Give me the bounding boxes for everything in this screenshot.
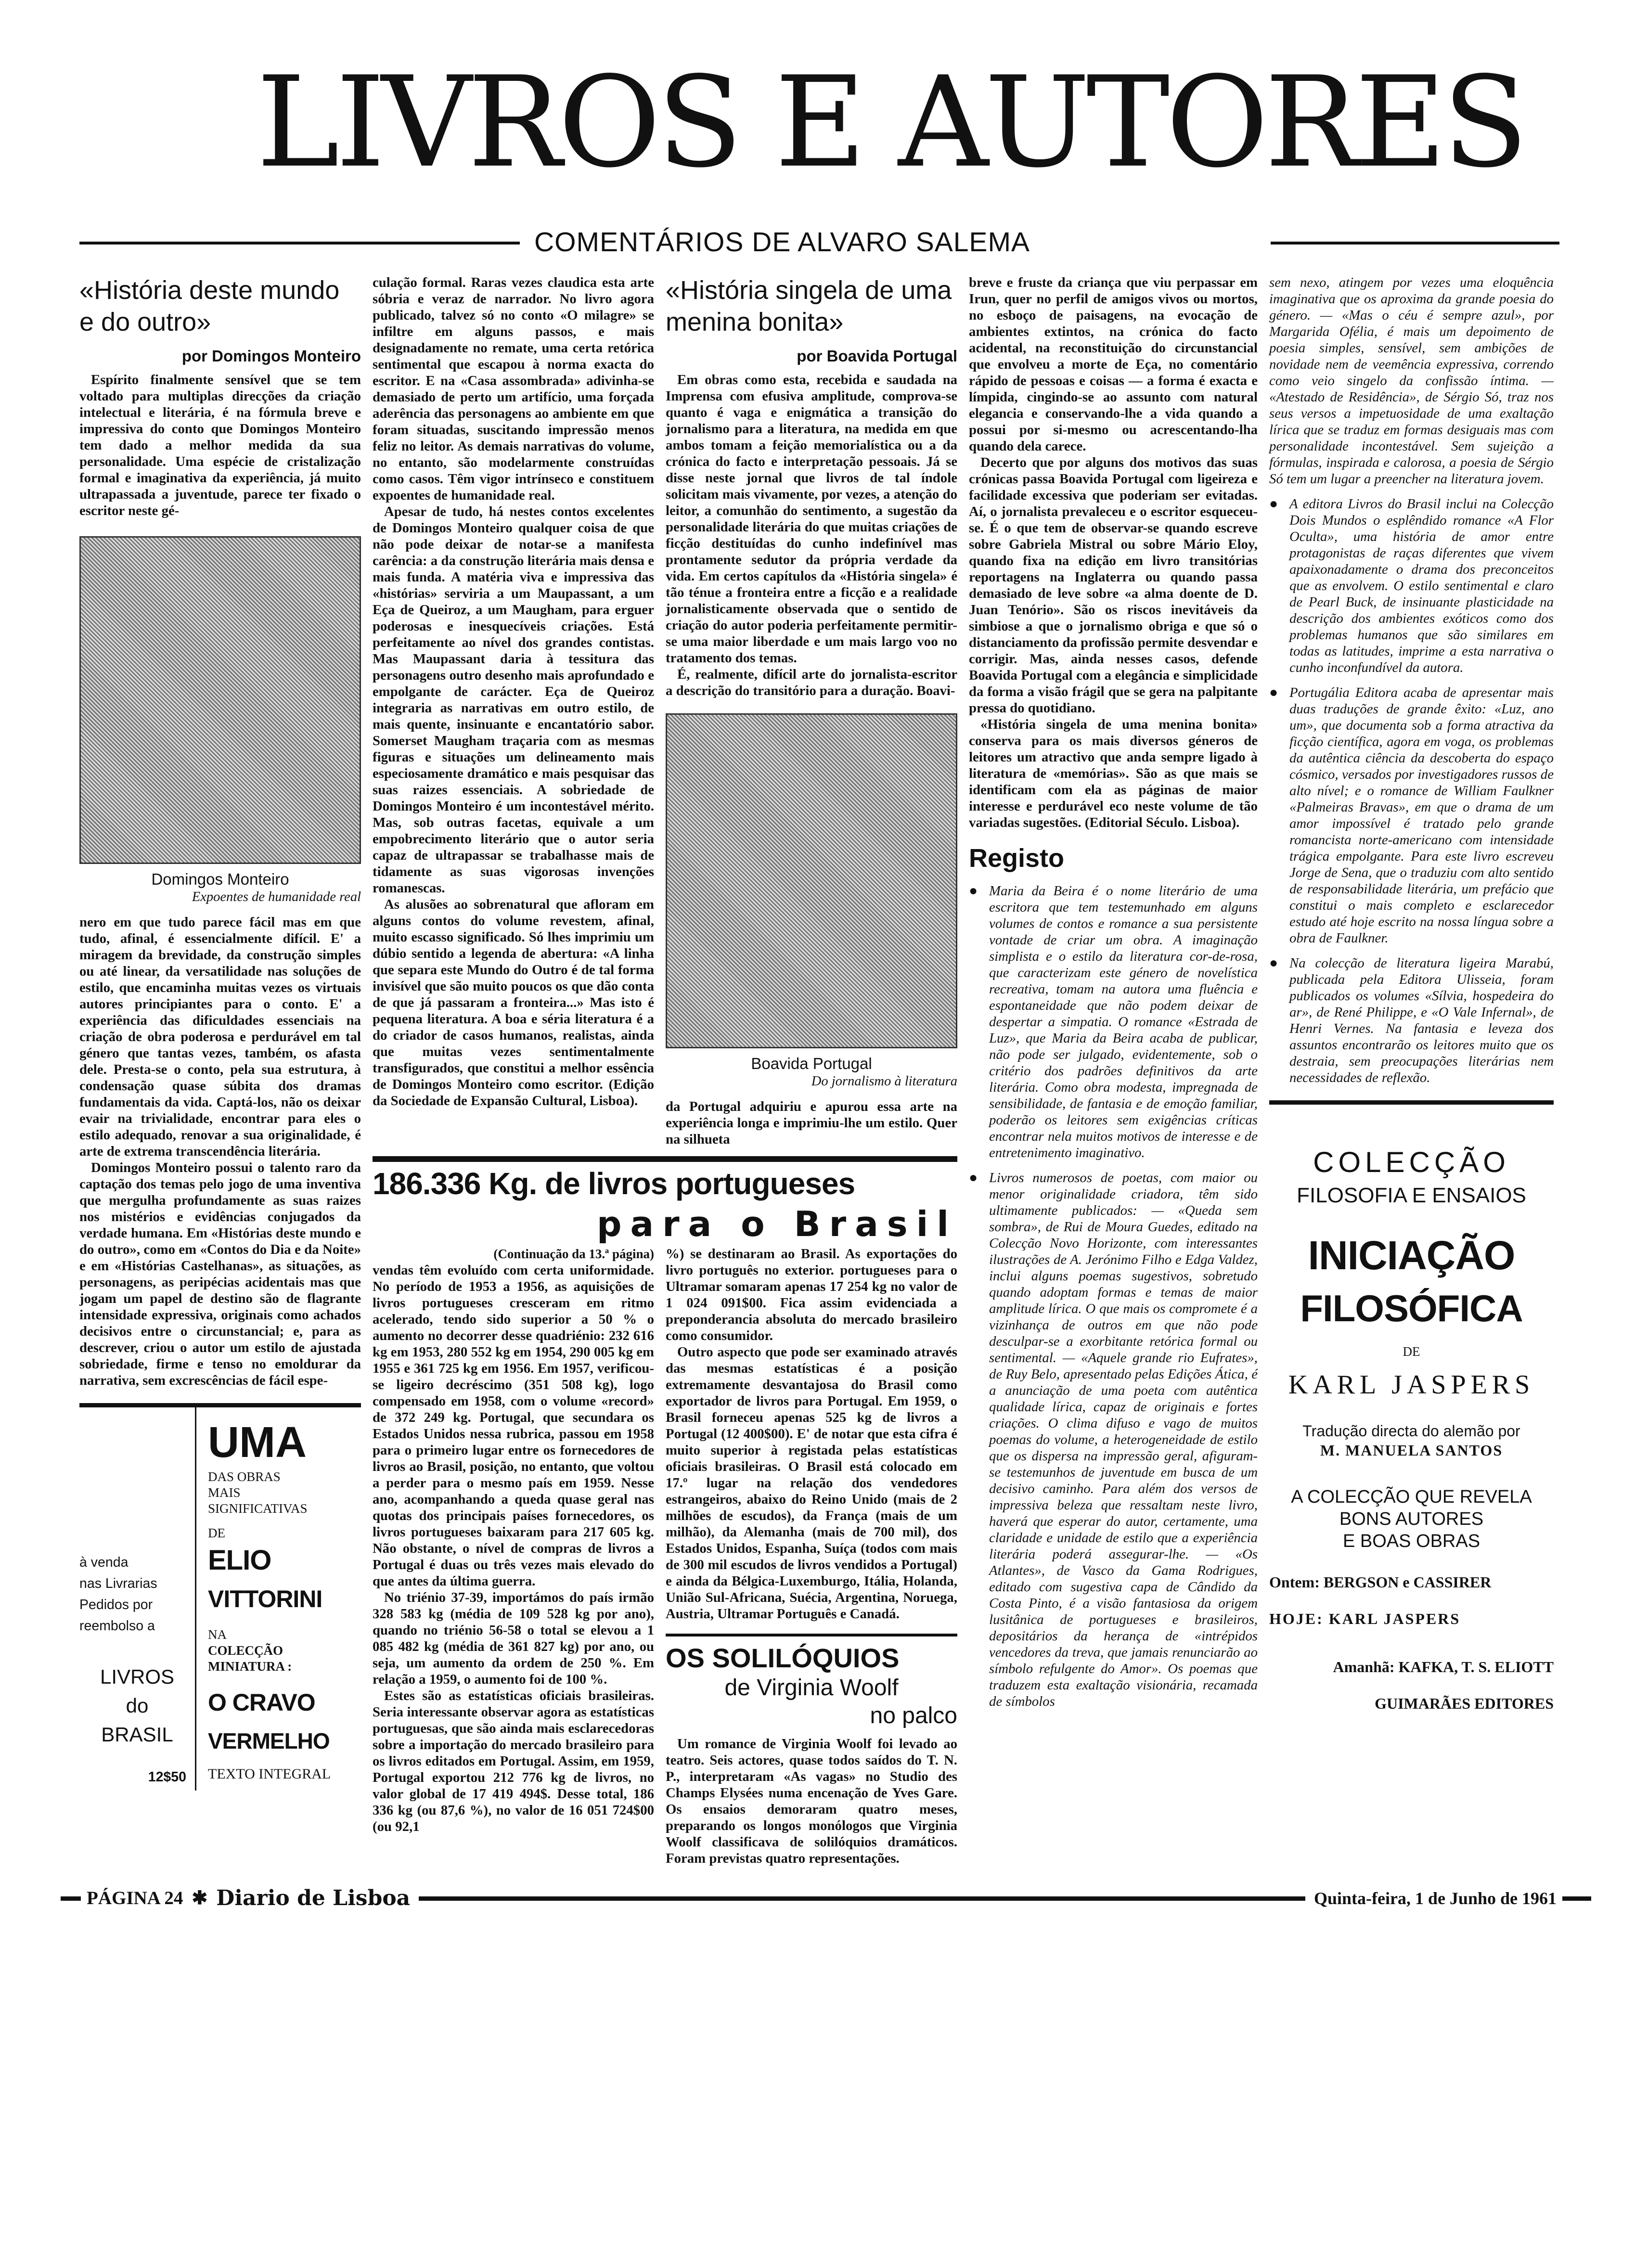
paragraph: No triénio 37-39, importámos do país irmão 328 583 kg (média de 109 528 kg por ano), quando no triénio 56-58 o total se elevou a 1 085 482 kg (média de 361 827 kg) por ano, ou seja, um aumento da ordem de 250 %. Em relação a 1959, o aumento foi de 100 %. — [373, 1590, 654, 1687]
headline: 186.336 Kg. de livros portugueses — [373, 1166, 855, 1201]
article-title-3: no palco — [870, 1703, 957, 1728]
book-title: FILOSÓFICA — [1300, 1287, 1523, 1329]
ad-text: E BOAS OBRAS — [1342, 1531, 1481, 1551]
ad-text: DE — [1403, 1344, 1420, 1359]
headline-2: para o Brasil — [596, 1204, 957, 1244]
publisher: LIVROS — [100, 1665, 175, 1688]
column-5 — [1269, 274, 1554, 1867]
paragraph: Apesar de tudo, há nestes contos excelentes de Domingos Monteiro qualquer coisa de que não pode deixar de notar-se a manifesta carência: a da construção literária mais densa e mais funda. A matéria viva e impressiva das «histórias» serviria a um Maupassant, a um Eça de Queiroz, a um Maugham, para erguer poderosas e inesquecíveis criações. Está perfeitamente ao nível dos grandes contistas. Mas Maupassant daria à tessitura das personagens outro desenho mais aprofundado e empolgante de carácter. Eça de Queiroz integraria as narrativas em outro estilo, de mais quente, insinuante e encantatório sabor. Somerset Maugham traçaria com as mesmas figuras e situações um delineamento mais especiosamente dramático e mais pesquisar das suas raizes essenciais. A sobriedade de Domingos Monteiro é um incontestável mérito. Mas, sob outras facetas, equivale a um empobrecimento literário que o autor seria capaz de ultrapassar se trabalhasse mais de tidamente as suas vigorosas invenções romanescas. — [373, 504, 654, 896]
article-boavida-portugal-cont — [969, 274, 1258, 1867]
photo-caption: Boavida Portugal — [751, 1055, 872, 1072]
paragraph: Espírito finalmente sensível que se tem voltado para multiplas direcções da criação intelectual e literária, é na fórmula breve e impressiva do conto que Domingos Monteiro tem dado a melhor medida da sua personalidade. Uma espécie de cristalização formal e imaginativa da experiência, já muito ultrapassada a juventude, parece ter fixado o escritor neste gé- — [79, 372, 361, 518]
ad-text: DE — [208, 1526, 225, 1540]
byline: por Boavida Portugal — [797, 347, 957, 365]
ad-text: Amanhã: KAFKA, T. S. ELIOTT — [1333, 1658, 1554, 1675]
star-icon: ✱ — [192, 1888, 208, 1908]
paragraph: vendas têm evoluído com certa uniformidade. No período de 1953 a 1956, as aquisições de livros portugueses cresceram em ritmo acelerado, tendo sido superior a 50 % o aumento no decorrer desse quadriénio: 232 616 kg em 1953, 280 552 kg em 1954, 290 005 kg em 1955 e 361 725 kg em 1956. Em 1957, verificou-se ligeiro decréscimo (351 508 kg), logo compensado em 1958, com o volume «record» de 372 249 kg. Portugal, que secundara os Estados Unidos nessa rubrica, passou em 1958 para o primeiro lugar entre os fornecedores de livros ao Brasil, posição, no entanto, que voltou a perder para o mesmo país em 1959. Nesse ano, acompanhando a queda quase geral nas quotas dos principais países fornecedores, os livros portugueses baixaram para 217 605 kg. Não obstante, o nível de compras de livros a Portugal é duas ou três vezes mais elevado do que antes da última guerra. — [373, 1263, 654, 1589]
paragraph: Domingos Monteiro possui o talento raro da captação dos temas pelo jogo de uma inventiva que mergulha profundamente as suas raizes nos mistérios e evidências conjugados da verdade humana. Em «Histórias deste mundo e do outro», como em «Contos do Dia e da Noite» e em «Histórias Castelhanas», as situações, as personagens, as peripécias acidentais mas que jogam um papel de destino são de flagrante intensidade expressiva, originais como achados decisivos entre o circunstancial; e, para as descrever, criou o autor um estilo de ajustada sobriedade, firme e tenso no emoldurar da narrativa, sem excrescências de fácil espe- — [79, 1160, 361, 1388]
divider — [79, 242, 520, 245]
ad-text: Ontem: BERGSON e CASSIRER — [1269, 1573, 1492, 1591]
article-domingos-monteiro-cont — [373, 274, 654, 1147]
divider — [1562, 1896, 1591, 1901]
translator: M. MANUELA SANTOS — [1320, 1442, 1503, 1459]
ad-text: BONS AUTORES — [1339, 1509, 1484, 1529]
registo-item: ● Livros numerosos de poetas, com maior ou menor originalidade criadora, têm sido ultimamente publicados: — «Queda sem sombra», de Rui de Moura Guedes, editado na Colecção Novo Horizonte, com interessantes ilustrações de A. Jerónimo Filho e Edga Valdez, inclui alguns poemas sugestivos, sobretudo quando adoptam formas e temas de maior amplitude lírica. O que mais os compromete é a vizinhança de outros em que não pode desculpar-se a exorbitante retórica formal ou sentimental. — «Aquele grande rio Eufrates», de Ruy Belo, apresentado pelas Edições Ática, é a anunciação de uma poeta com autêntica qualidade lírica, capaz de originais e fortes criações. O clima difuso e vago de muitos poemas do volume, a heterogeneidade de estilo que os dispersa na impressão geral, afiguram-se testemunhos de juventude em busca de um decisivo caminho. Para além dos versos de impressiva beleza que ressaltam neste livro, haverá que esperar do autor, certamente, uma claridade e unidade de estilo que a experiência literária poderá assegurar-lhe. — «Os Atlantes», de Vasco da Gama Rodrigues, editado com sugestiva capa de Cândido da Costa Pinto, é a visão fantasiosa da origem lusitânica de portugueses e brasileiros, depositários da herança de «intrépidos vencedores da treva, que jamais renunciarão ao símbolo refulgente do Amor». Os poemas que traduzem esta exaltação visionária, recamada de símbolos — [969, 1170, 1258, 1710]
article-title-2: de Virginia Woolf — [724, 1675, 899, 1701]
section-subtitle: COMENTÁRIOS DE ALVARO SALEMA — [534, 227, 1030, 258]
brasil-headline-block — [373, 1156, 957, 1246]
photo-caption: Domingos Monteiro — [151, 870, 289, 888]
publication-date: Quinta-feira, 1 de Junho de 1961 — [1313, 1889, 1557, 1908]
author-name: ELIO — [208, 1545, 271, 1576]
registo-item: ● A editora Livros do Brasil inclui na Colecção Dois Mundos o esplêndido romance «A Flor Oculta», uma história de amor entre protagonistas de raças diferentes que vivem apaixonadamente o drama dos preconceitos que as envolvem. O estilo sentimental e claro de Pearl Buck, de insinuante plasticidade na descrição dos ambientes exóticos como dos problemas humanos que são similares em todas as latitudes, imprime a esta narrativa o cunho inconfundível da autora. — [1269, 496, 1554, 676]
continuation-note: (Continuação da 13.ª página) — [493, 1247, 654, 1261]
ad-text: TEXTO INTEGRAL — [208, 1766, 331, 1782]
paragraph: breve e fruste da criança que viu perpassar em Irun, quer no perfil de amigos vivos ou mortos, no esboço de paisagens, na evocação de ambientes extintos, na crónica do facto acidental, na reconstituição do circunstancial que envolveu a morte de Eça, no comentário rápido de pessoas e coisas — a forma é exacta e límpida, cingindo-se ao assunto com natural elegancia e conservando-lhe a vida quando a possui por si-mesmo ou acrescentando-lha quando dela carece. — [969, 275, 1258, 454]
ad-text: reembolso a — [79, 1618, 155, 1634]
registo-item: sem nexo, atingem por vezes uma eloquência imaginativa que os aproxima da grande poesia do género. — «Mas o céu é sempre azul», por Margarida Ofélia, é mais um depoimento de poesia simples, sensível, sem ambições de novidade nem de veemência expressiva, correndo como veio singelo da confissão íntima. — «Atestado de Residência», de Sérgio Só, traz nos seus versos a impetuosidade de uma exaltação lírica que se traduz em formas desiguais mas com personalidade incontestável. Sem sujeição a fórmulas, inspirada e calorosa, a poesia de Sérgio Só tem um lugar a preencher na literatura jovem. — [1269, 275, 1554, 487]
ad-main — [196, 1407, 361, 1791]
newspaper-name: Diario de Lisboa — [216, 1886, 411, 1910]
registo-cont — [1269, 274, 1554, 1086]
page-columns — [79, 274, 1554, 1867]
page-number: PÁGINA 24 — [87, 1888, 183, 1908]
divider — [419, 1896, 1305, 1901]
paragraph: As alusões ao sobrenatural que afloram em alguns contos do volume revestem, afinal, muito escasso significado. Só lhes imprimiu um dúbio sentido a legenda de abertura: «A linha que separa este Mundo do Outro é de tal forma invisível que são muito poucos os que dão conta de que já passaram a fronteira...» Mas isto é pequena literatura. A boa e séria literatura é a do criador de casos humanos, realistas, ainda que muitas vezes sentimentalmente transfigurados, que constitui a melhor essência de Domingos Monteiro como escritor. (Edição da Sociedade de Expansão Cultural, Lisboa). — [373, 897, 654, 1108]
price: 12$50 — [148, 1769, 186, 1785]
paragraph: Em obras como esta, recebida e saudada na Imprensa com efusiva amplitude, comprova-se quanto é vaga e enigmática a transição do jornalismo para a literatura, na medida em que ambos tomam a feição memorialística ou a da crónica do facto e interpretação pessoais. Já se disse neste jornal que livros de tal índole solicitam mais vivamente, por vezes, a atenção do leitor, a comunhão do sentimento, a sugestão da personalidade literária do que muitas criações de ficção destituídas do cunho indefinível mas prontamente sedutor da própria verdade da vida. Em certos capítulos da «História singela» é tão ténue a fronteira entre a ficção e a realidade jornalisticamente observada que o sentido de criação do autor poderia perfeitamente permitir-se uma maior liberdade e um mais largo voo no tratamento dos temas. — [666, 372, 957, 666]
paragraph: «História singela de uma menina bonita» conserva para os mais diversos géneros de leitores um atractivo que anda sempre ligado à literatura de «memórias». São as que mais se identificam com ela as páginas de maior interesse e perdurável eco neste volume de tão variadas sugestões. (Editorial Século. Lisboa). — [969, 717, 1258, 830]
ad-sidebar — [79, 1407, 196, 1791]
article-livros-brasil-cont — [666, 1246, 957, 1867]
paragraph: Um romance de Virginia Woolf foi levado ao teatro. Seis actores, quase todos saídos do T. N. P., interpretaram «As vagas» no Studio des Champs Elysées numa encenação de Yves Gare. Os ensaios demoraram quatro meses, preparando os longos monólogos que Virginia Woolf classificava de solilóquios dramáticos. Foram previstas quatro representações. — [666, 1736, 957, 1866]
divider — [1271, 242, 1559, 245]
article-title: OS SOLILÓQUIOS — [666, 1643, 900, 1673]
registo-item: ● Maria da Beira é o nome literário de uma escritora que tem testemunhado em alguns volumes de contos e romance a sua persistente vontade de criar um obra. A imaginação simplista e o estilo da literatura cor-de-rosa, que caracterizam este género de novelística recreativa, tomam na autora uma fluência e espontaneidade que não podem deixar de despertar a simpatia. O romance «Estrada de Luz», que Maria da Beira acaba de publicar, não pode ser julgado, evidentemente, sob o critério dos padrões definitivos da arte literária. Como obra modesta, impregnada de sensibilidade, de fantasia e de emoção familiar, poderão os leitores sem exigências críticas encontrar nela muitos motivos de interesse e de entretenimento imaginativo. — [969, 883, 1258, 1161]
divider — [61, 1896, 81, 1901]
paragraph: da Portugal adquiriu e apurou essa arte na experiência longa e imprimiu-lhe um estilo. Quer na silhueta — [666, 1099, 957, 1147]
publisher: GUIMARÃES EDITORES — [1375, 1695, 1554, 1712]
paragraph: culação formal. Raras vezes claudica esta arte sóbria e veraz de narrador. No livro agora publicado, talvez só no conto «O milagre» se infiltre em alguns passos, e mais designadamente no remate, uma certa retórica sentimental que escapou à norma exacta do escritor. E na «Casa assombrada» adivinha-se demasiado de perto um artifício, uma forçada aderência das personagens ao ambiente em que foram situadas, suscitando impressão menos feliz no leitor. As demais narrativas do volume, no entanto, são modelarmente construídas como casos. Têm vigor intrínseco e constituem expoentes de humanidade real. — [373, 275, 654, 503]
article-woolf — [666, 1634, 957, 1867]
section-title: LIVROS E AUTORES — [256, 50, 1525, 195]
ad-text: SIGNIFICATIVAS — [208, 1501, 308, 1516]
photo-subcaption: Do jornalismo à literatura — [811, 1074, 957, 1089]
article-title: «História deste mundo e do outro» — [79, 276, 340, 336]
article-domingos-monteiro — [79, 274, 361, 1867]
ad-text: FILOSOFIA E ENSAIOS — [1297, 1184, 1526, 1207]
article-title: «História singela de uma menina bonita» — [666, 276, 952, 336]
ad-text: à venda — [79, 1555, 129, 1570]
byline: por Domingos Monteiro — [181, 347, 361, 365]
paragraph: %) se destinaram ao Brasil. As exportações do livro português no exterior. portugueses para o Ultramar somaram apenas 17 254 kg no valor de 1 024 091$00. Fica assim evidenciada a preponderancia absoluta do mercado brasileiro como consumidor. — [666, 1246, 957, 1343]
ad-text: nas Livrarias — [79, 1576, 157, 1591]
author-photo — [666, 713, 957, 1048]
author-photo — [79, 536, 361, 864]
paragraph: É, realmente, difícil arte do jornalista-escritor a descrição do transitório para a duração. Boavi- — [666, 667, 957, 698]
ad-text: Tradução directa do alemão por — [1302, 1422, 1520, 1440]
author-name: VITTORINI — [208, 1585, 322, 1612]
publisher: do — [126, 1694, 149, 1717]
ad-text: UMA — [208, 1418, 307, 1467]
ad-text: DAS OBRAS — [208, 1469, 281, 1484]
masthead — [0, 0, 1648, 274]
registo-item: ● Na colecção de literatura ligeira Marabú, publicada pela Editora Ulisseia, foram publicados os volumes «Sílvia, hospedeira do ar», de René Philippe, e «O Vale Infernal», de Henri Vernes. Na fantasia e leveza dos assuntos encontrarão os leitores muito que os destraia, sem preocupações literárias nem necessidades de reflexão. — [1269, 955, 1554, 1086]
book-title: O CRAVO — [208, 1689, 315, 1716]
ad-text: HOJE: KARL JASPERS — [1269, 1610, 1461, 1627]
paragraph: Estes são as estatísticas oficiais brasileiras. Seria interessante observar agora as estatísticas portuguesas, que são ainda mais esclarecedoras sobre a importação do mercado brasileiro para os livros editados em Portugal. Assim, em 1959, Portugal exportou 212 776 kg de livros, no valor global de 17 419 494$. Desse total, 186 336 kg (ou 87,6 %), no valor de 16 051 724$00 (ou 92,1 — [373, 1688, 654, 1834]
ad-iniciacao-filosofica — [1269, 1100, 1554, 1727]
book-title: INICIAÇÃO — [1308, 1233, 1515, 1278]
ad-text: MAIS — [208, 1485, 241, 1500]
paragraph: Decerto que por alguns dos motivos das suas crónicas passa Boavida Portugal com ligeireza e facilidade excessiva que poderiam ser evitadas. Aí, o jornalista prevaleceu e o escritor esqueceu-se. É o que tem de observar-se quando escreve sobre Gabriela Mistral ou sobre Mário Eloy, quando fixa na edição em livro transitórias reportagens na Inglaterra ou quando passa demasiado de leve sobre «a alma doente de D. Juan Tenório». São os riscos inevitáveis da simbiose a que o jornalismo obriga e que só o distanciamento da profissão permite desvendar e corrigir. Mas, ainda nesses casos, defende Boavida Portugal com a elegância e simplicidade da forma a visão frágil que se gera na palpitante pressa do quotidiano. — [969, 455, 1258, 716]
ad-text: COLECÇÃO — [208, 1643, 283, 1658]
ad-text: Pedidos por — [79, 1597, 153, 1612]
paragraph: Outro aspecto que pode ser examinado através das mesmas estatísticas é a posição extremamente desvantajosa do Brasil como exportador de livros para Portugal. Em 1959, o Brasil forneceu apenas 525 kg de livros a Portugal (12 400$00). E' de notar que esta cifra é muito superior à registada pelas estatísticas oficiais brasileiras. O Brasil está colocado em 17.º lugar na relação dos vendedores estrangeiros, abaixo do Reino Unido (mais de 2 milhões de escudos), da França (mais de um milhão), da Alemanha (mais de 700 mil), dos Estados Unidos, Espanha, Suíça (todos com mais de 300 mil escudos de livros vendidos a Portugal) e ainda da Bélgica-Luxemburgo, Itália, Holanda, União Sul-Africana, Suécia, Argentina, Noruega, Austria, Ultramar Português e Canadá. — [666, 1344, 957, 1622]
ad-text: NA — [208, 1627, 227, 1642]
paragraph: nero em que tudo parece fácil mas em que tudo, afinal, é essencialmente difícil. E' a miragem da brevidade, da construção simples ou até linear, da versatilidade nas soluções de estilo, que encaminha muitas vezes os virtuais autores principiantes para o conto. E' a experiência das dificuldades essenciais na criação de obra poderosa e perdurável em tal género que tantas vezes, também, os afasta dele. Presta-se o conto, pela sua estrutura, à condensação quase súbita dos dramas fundamentais da vida. Captá-los, não os deixar evair na trivialidade, encontrar para eles o estilo adequado, renovar a sua originalidade, é arte de extrema transcendência literária. — [79, 915, 361, 1159]
ad-text: MINIATURA : — [208, 1659, 292, 1674]
author-name: KARL JASPERS — [1288, 1370, 1535, 1400]
registo-heading: Registo — [969, 844, 1065, 873]
page-footer — [61, 1884, 1591, 1932]
ad-text: A COLECÇÃO QUE REVELA — [1291, 1487, 1532, 1507]
ad-vittorini — [79, 1403, 361, 1791]
article-boavida-portugal — [666, 274, 957, 1147]
publisher: BRASIL — [101, 1723, 173, 1746]
ad-text: COLECÇÃO — [1313, 1146, 1510, 1178]
registo-item: ● Portugália Editora acaba de apresentar mais duas traduções de grande êxito: «Luz, ano um», que documenta sob a forma atractiva da ficção científica, agora em voga, os problemas da autêntica ciência da descoberta do espaço cósmico, versados por investigadores russos de alto nível; e o romance de William Faulkner «Palmeiras Bravas», em que o drama de um amor impossível é tratado pelo grande romancista norte-americano com intensidade trágica empolgante. Para este livro escreveu Jorge de Sena, que o traduziu com alto sentido de responsabilidade literária, um prefácio que constitui o mais completo e esclarecedor estudo até hoje escrito na nossa língua sobre a obra de Faulkner. — [1269, 684, 1554, 946]
photo-subcaption: Expoentes de humanidade real — [192, 889, 361, 904]
book-title: VERMELHO — [208, 1728, 330, 1753]
article-livros-brasil — [373, 1246, 654, 1867]
